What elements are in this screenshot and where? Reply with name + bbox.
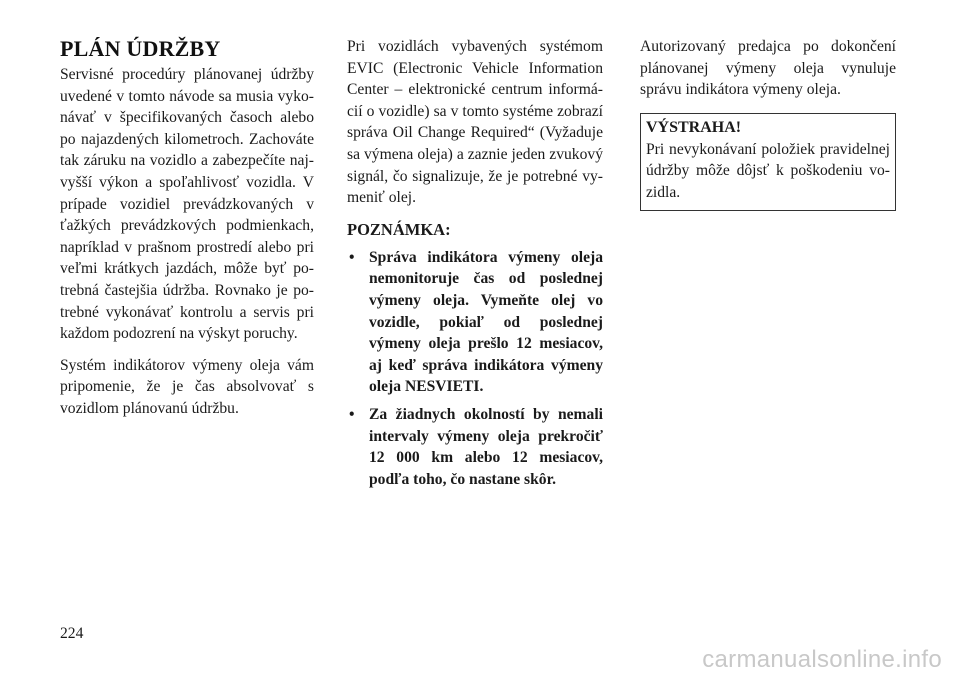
note-text: Za žiadnych okolností by nemali intervaly výmeny oleja prekročiť 12 000 km alebo 12 mesiacov, podľa toho, čo nastane skôr.: [369, 405, 603, 488]
note-heading: POZNÁMKA:: [347, 219, 451, 239]
evic-paragraph: Pri vozidlách vybavených systémom EVIC (Electronic Vehicle Information Center – elektronické centrum informácií o vozidle) sa v tomto systéme zobrazí správa Oil Change Required“ (Vyžaduje sa výmena oleja) a zaznie jeden zvukový signál, čo signalizuje, že je potrebné vymeniť olej.: [347, 38, 603, 207]
bullet: •: [349, 248, 355, 266]
note-item: [347, 247, 603, 398]
page-title: PLÁN ÚDRŽBY: [60, 36, 221, 61]
warning-box: [640, 113, 896, 211]
note-text: Správa indikátora výmeny oleja nemonitoruje čas od poslednej výmeny oleja. Vymeňte olej vo vozidle, pokiaľ od poslednej výmeny oleja prešlo 12 mesiacov, aj keď správa indikátora výmeny oleja NESVIETI.: [369, 248, 603, 396]
bullet: •: [349, 405, 355, 423]
page-number: 224: [60, 625, 84, 642]
warning-text: Pri nevykonávaní položiek pravidelnej údržby môže dôjsť k poškodeniu vozidla.: [646, 140, 890, 201]
intro-paragraph: Servisné procedúry plánovanej údržby uvedené v tomto návode sa musia vykonávať v špecifikovaných časoch alebo po najazdených kilometroch. Zachováte tak záruku na vozidlo a zabezpečíte najvyšší výkon a spoľahlivosť vozidla. V prípade vozidiel prevádzkovaných v ťažkých prevádzkových podmienkach, napríklad v prašnom prostredí alebo pri veľmi krátkych jazdách, môže byť potrebná častejšia údržba. Rovnako je potrebné vykonávať kontrolu a servis pri každom podozrení na výskyt poruchy.: [60, 66, 314, 343]
oil-indicator-paragraph: Systém indikátorov výmeny oleja vám pripomenie, že je čas absolvovať s vozidlom plánovanú údržbu.: [60, 356, 314, 417]
warning-title: VÝSTRAHA!: [646, 118, 742, 136]
note-list: [347, 247, 603, 491]
column-right: [640, 36, 896, 211]
note-item: [347, 404, 603, 490]
column-left: [60, 36, 314, 430]
dealer-reset-paragraph: Autorizovaný predajca po dokončení plánovanej výmeny oleja vynuluje správu indikátora výmeny oleja.: [640, 38, 896, 99]
watermark: carmanualsonline.info: [702, 646, 942, 673]
column-middle: [347, 36, 603, 496]
